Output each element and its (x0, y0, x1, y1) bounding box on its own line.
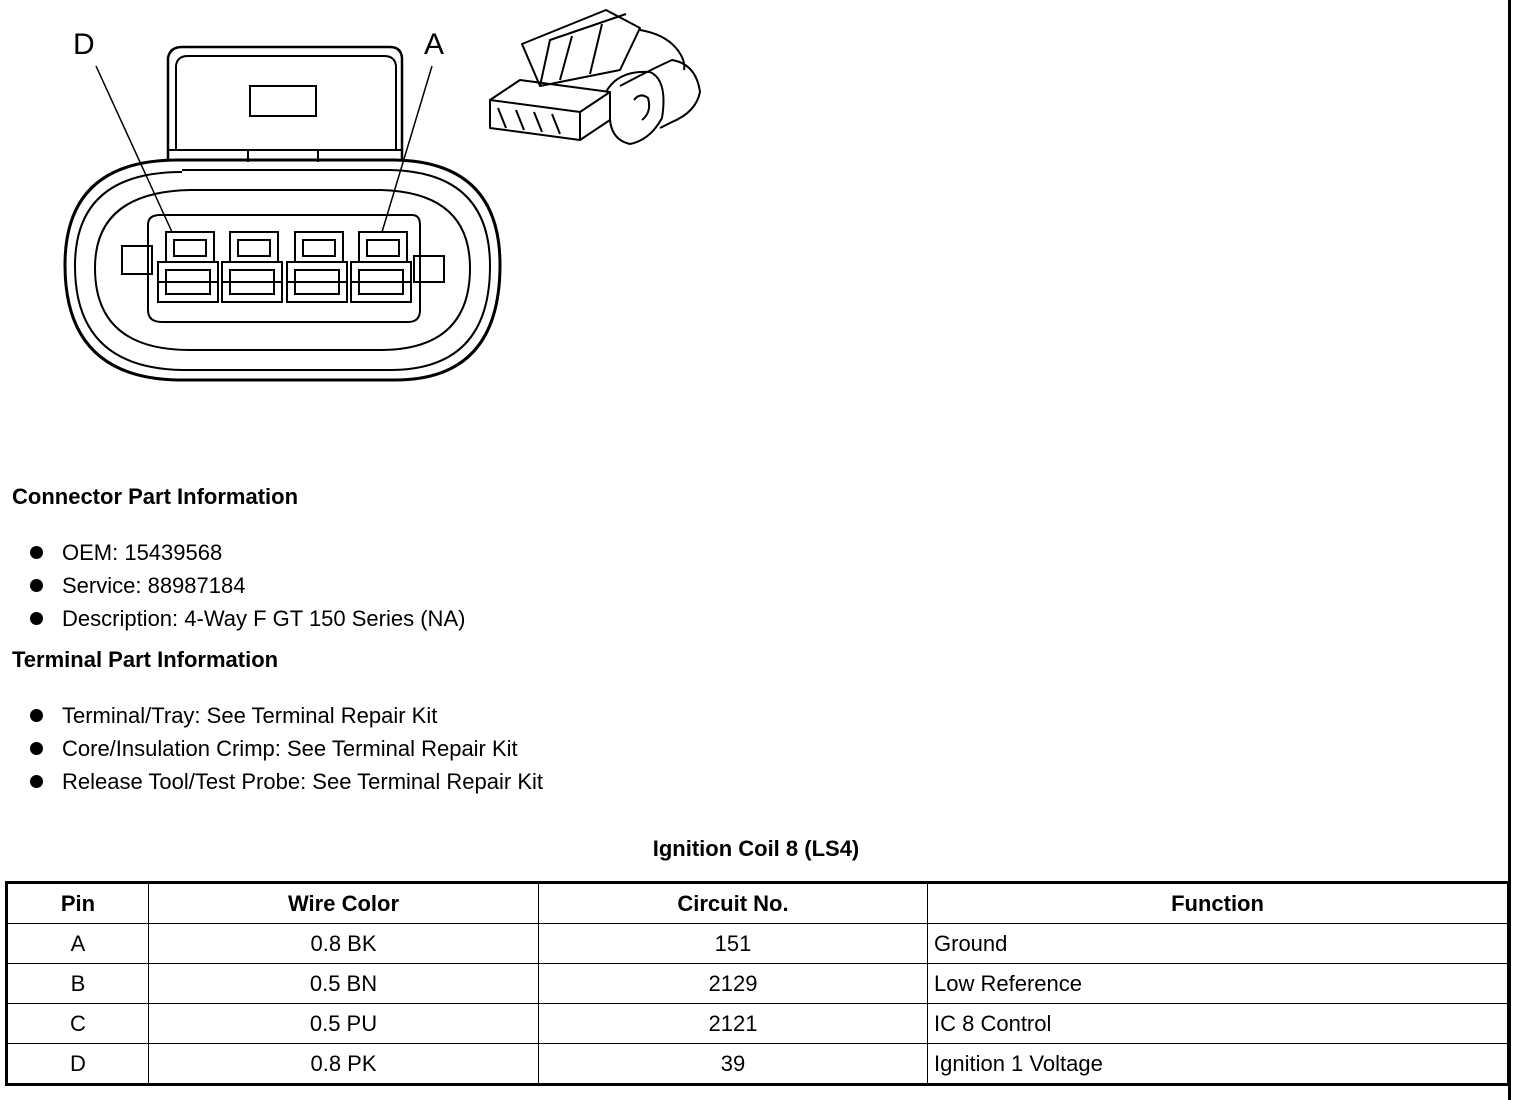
list-item (30, 536, 465, 569)
cell-circuit-no: 2121 (539, 1004, 928, 1044)
cell-function: Ground (928, 924, 1509, 964)
list-item (30, 765, 543, 798)
cell-pin: A (7, 924, 149, 964)
pin-cavity-a (351, 232, 411, 302)
terminal-crimp: Core/Insulation Crimp: See Terminal Repair Kit (62, 736, 518, 761)
table-row (7, 1044, 1509, 1085)
cell-function: IC 8 Control (928, 1004, 1509, 1044)
list-item (30, 732, 543, 765)
table-header-row (7, 883, 1509, 924)
bullet-icon (30, 709, 43, 722)
pin-table-title: Ignition Coil 8 (LS4) (652, 836, 860, 861)
cell-pin: B (7, 964, 149, 1004)
cell-circuit-no: 39 (539, 1044, 928, 1085)
bullet-icon (30, 612, 43, 625)
cell-wire-color: 0.5 PU (149, 1004, 539, 1044)
header-wire-color: Wire Color (149, 883, 539, 924)
pin-cavity-b (287, 232, 347, 302)
list-item (30, 699, 543, 732)
table-row (7, 964, 1509, 1004)
connector-description: Description: 4-Way F GT 150 Series (NA) (62, 606, 466, 631)
header-circuit-no: Circuit No. (539, 883, 928, 924)
connector-perspective-illustration (0, 0, 720, 200)
table-row (7, 1004, 1509, 1044)
bullet-icon (30, 546, 43, 559)
pin-cavity-c (222, 232, 282, 302)
pin-a-callout: A (424, 28, 445, 61)
connector-oem: OEM: 15439568 (62, 540, 223, 565)
bullet-icon (30, 742, 43, 755)
list-item (30, 602, 465, 635)
bullet-icon (30, 579, 43, 592)
cell-function: Low Reference (928, 964, 1509, 1004)
pin-d-callout: D (73, 28, 95, 61)
cell-wire-color: 0.8 PK (149, 1044, 539, 1085)
header-function: Function (928, 883, 1509, 924)
cell-pin: C (7, 1004, 149, 1044)
connector-part-info-heading: Connector Part Information (12, 484, 299, 509)
cell-pin: D (7, 1044, 149, 1085)
cell-circuit-no: 151 (539, 924, 928, 964)
bullet-icon (30, 775, 43, 788)
terminal-release-tool: Release Tool/Test Probe: See Terminal Repair Kit (62, 769, 543, 794)
connector-part-info-list (30, 536, 465, 635)
terminal-tray: Terminal/Tray: See Terminal Repair Kit (62, 703, 438, 728)
terminal-part-info-heading: Terminal Part Information (12, 647, 279, 672)
cell-circuit-no: 2129 (539, 964, 928, 1004)
table-row (7, 924, 1509, 964)
pin-cavity-d (158, 232, 218, 302)
list-item (30, 569, 465, 602)
terminal-part-info-list (30, 699, 543, 798)
cell-wire-color: 0.5 BN (149, 964, 539, 1004)
header-pin: Pin (7, 883, 149, 924)
connector-service: Service: 88987184 (62, 573, 246, 598)
cell-wire-color: 0.8 BK (149, 924, 539, 964)
pin-table (5, 881, 1510, 1086)
cell-function: Ignition 1 Voltage (928, 1044, 1509, 1085)
